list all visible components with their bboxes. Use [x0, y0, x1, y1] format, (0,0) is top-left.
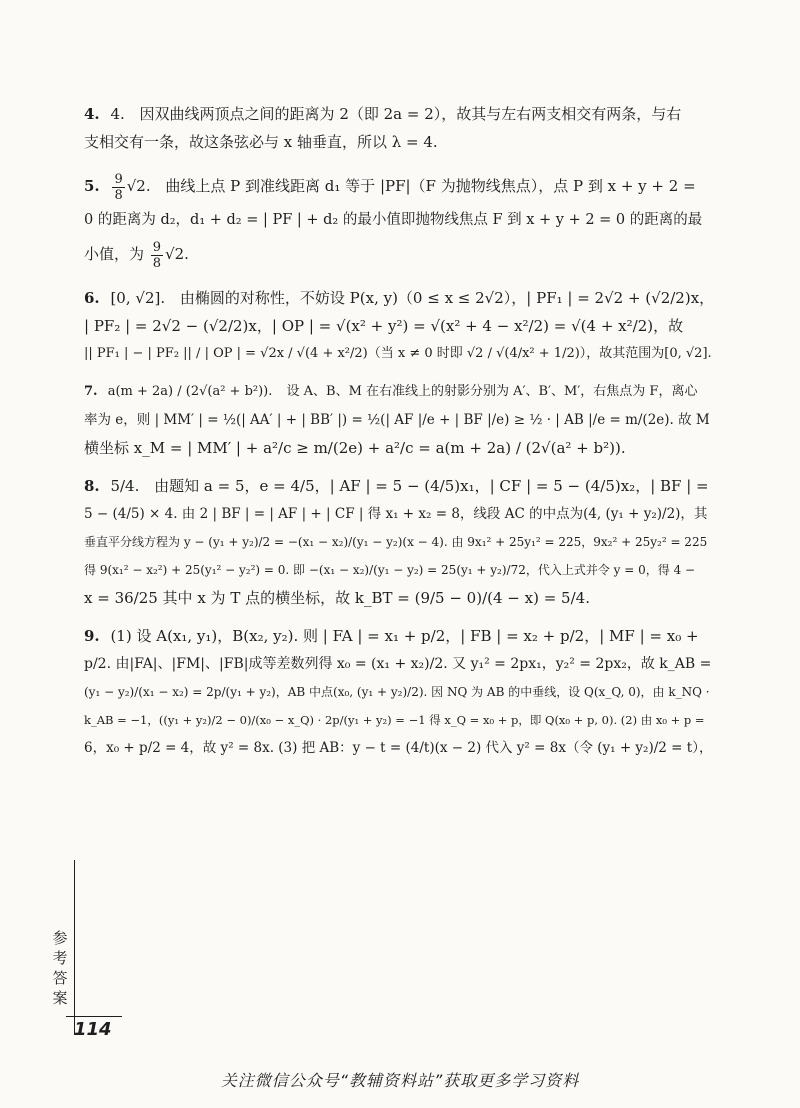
item-text-line: 得 9(x₁² − x₂²) + 25(y₁² − y₂²) = 0. 即 −(x₁ − x₂)/(y₁ − y₂) = 25(y₁ + y₂)/72，代入上式并令 y = 0，得 4 − — [84, 563, 696, 577]
item-number: 6. — [84, 289, 100, 307]
item-text-line: 5 − (4/5) × 4. 由 2 | BF | = | AF | + | CF | 得 x₁ + x₂ = 8，线段 AC 的中点为(4, (y₁ + y₂)/2)，其 — [84, 506, 708, 522]
item-text-line: | PF₂ | = 2√2 − (√2/2)x，| OP | = √(x² + y²) = √(x² + 4 − x²/2) = √(4 + x²/2)，故 — [84, 317, 684, 335]
item-answer: 5/4. — [110, 477, 140, 495]
item-text-line: 因双曲线两顶点之间的距离为 2（即 2a = 2），故其与左右两支相交有两条，与右 — [139, 105, 682, 123]
answer-item-5: 5. $\frac{9}{8}$ √2. 曲线上点 P 到准线距离 d₁ 等于 |PF|（F 为抛物线焦点），点 P 到 x + y + 2 = 0 的距离为 d₂，d₁ + d₂ = | PF | + d₂ 的最小值即抛物线焦点 F 到 x + y + 2 = 0 的距离的最 小值，为 $\frac{9}{8}$ √2. — [84, 166, 716, 274]
sidebar-rule — [74, 860, 75, 1035]
item-text-line: 支相交有一条，故这条弦必与 x 轴垂直，所以 λ = 4. — [84, 133, 438, 151]
answer-item-9 — [84, 622, 716, 762]
answer-fraction: $\frac{9}{8}$ — [114, 171, 123, 203]
item-text-line: 6，x₀ + p/2 = 4，故 y² = 8x. (3) 把 AB：y − t = (4/t)(x − 2) 代入 y² = 8x（令 (y₁ + y₂)/2 = t）， — [84, 740, 713, 756]
item-text-line: 设 A、B、M 在右准线上的射影分别为 A′、B′、M′，右焦点为 F，离心 — [286, 384, 698, 399]
item-text-line: 小值，为 — [84, 245, 145, 263]
item-text-line: k_AB = −1，((y₁ + y₂)/2 − 0)/(x₀ − x_Q) · 2p/(y₁ + y₂) = −1 得 x_Q = x₀ + p，即 Q(x₀ + p, 0). (2) 由 x₀ + p = — [84, 713, 705, 727]
item-text-line: 垂直平分线方程为 y − (y₁ + y₂)/2 = −(x₁ − x₂)/(y₁ − y₂)(x − 4). 由 9x₁² + 25y₁² = 225，9x₂² + 25y₂² = 225 — [84, 535, 708, 549]
answer-fraction: $\frac{9}{8}$ — [152, 239, 162, 271]
item-number: 9. — [84, 627, 100, 645]
item-text-line: x = 36/25 其中 x 为 T 点的横坐标，故 k_BT = (9/5 − 0)/(4 − x) = 5/4. — [84, 589, 590, 607]
answer-item-8 — [84, 472, 716, 612]
item-text-line: (1) 设 A(x₁, y₁)，B(x₂, y₂). 则 | FA | = x₁ + p/2，| FB | = x₂ + p/2，| MF | = x₀ + — [110, 627, 699, 645]
item-number: 8. — [84, 477, 100, 495]
item-text-line: (y₁ − y₂)/(x₁ − x₂) = 2p/(y₁ + y₂)，AB 中点(x₀, (y₁ + y₂)/2). 因 NQ 为 AB 的中垂线，设 Q(x_Q, 0)，由 k_NQ · — [84, 685, 710, 699]
sidebar-label: 参考答案 — [52, 929, 68, 1007]
item-number: 4. — [84, 105, 100, 123]
item-answer: a(m + 2a) / (2√(a² + b²)). — [107, 384, 273, 399]
answer-item-7 — [84, 378, 716, 462]
page-number: 114 — [66, 1016, 122, 1042]
item-text-line: 横坐标 x_M = | MM′ | + a²/c ≥ m/(2e) + a²/c = a(m + 2a) / (2√(a² + b²)). — [84, 439, 626, 457]
item-text-line: 曲线上点 P 到准线距离 d₁ 等于 |PF|（F 为抛物线焦点），点 P 到 x + y + 2 = — [165, 177, 696, 195]
item-number: 5. — [84, 177, 100, 195]
item-answer: [0, √2]. — [110, 289, 166, 307]
item-text-line: 由椭圆的对称性，不妨设 P(x, y)（0 ≤ x ≤ 2√2），| PF₁ | = 2√2 + (√2/2)x， — [179, 289, 715, 307]
item-number: 7. — [84, 384, 98, 399]
item-answer: 4. — [110, 105, 125, 123]
answer-content — [84, 100, 716, 772]
item-text-line: 由题知 a = 5，e = 4/5，| AF | = 5 − (4/5)x₁，| CF | = 5 − (4/5)x₂，| BF | = — [154, 477, 709, 495]
answer-item-6 — [84, 284, 716, 368]
item-text-line: 率为 e，则 | MM′ | = ½(| AA′ | + | BB′ |) = ½(| AF |/e + | BF |/e) ≥ ½ · | AB |/e = m/(2e). 故 M — [84, 412, 710, 428]
footer-watermark: 关注微信公众号“教辅资料站”获取更多学习资料 — [220, 1071, 580, 1090]
item-answer: √2. — [126, 177, 151, 195]
item-text-line: p/2. 由|FA|、|FM|、|FB|成等差数列得 x₀ = (x₁ + x₂)/2. 又 y₁² = 2px₁，y₂² = 2px₂，故 k_AB = — [84, 656, 712, 672]
item-text-line: || PF₁ | − | PF₂ || / | OP | = √2x / √(4 + x²/2)（当 x ≠ 0 时即 √2 / √(4/x² + 1/2)），故其范围为[0, √2]. — [84, 346, 712, 361]
answer-item-4 — [84, 100, 716, 156]
item-text-line: 0 的距离为 d₂，d₁ + d₂ = | PF | + d₂ 的最小值即抛物线焦点 F 到 x + y + 2 = 0 的距离的最 — [84, 212, 703, 228]
